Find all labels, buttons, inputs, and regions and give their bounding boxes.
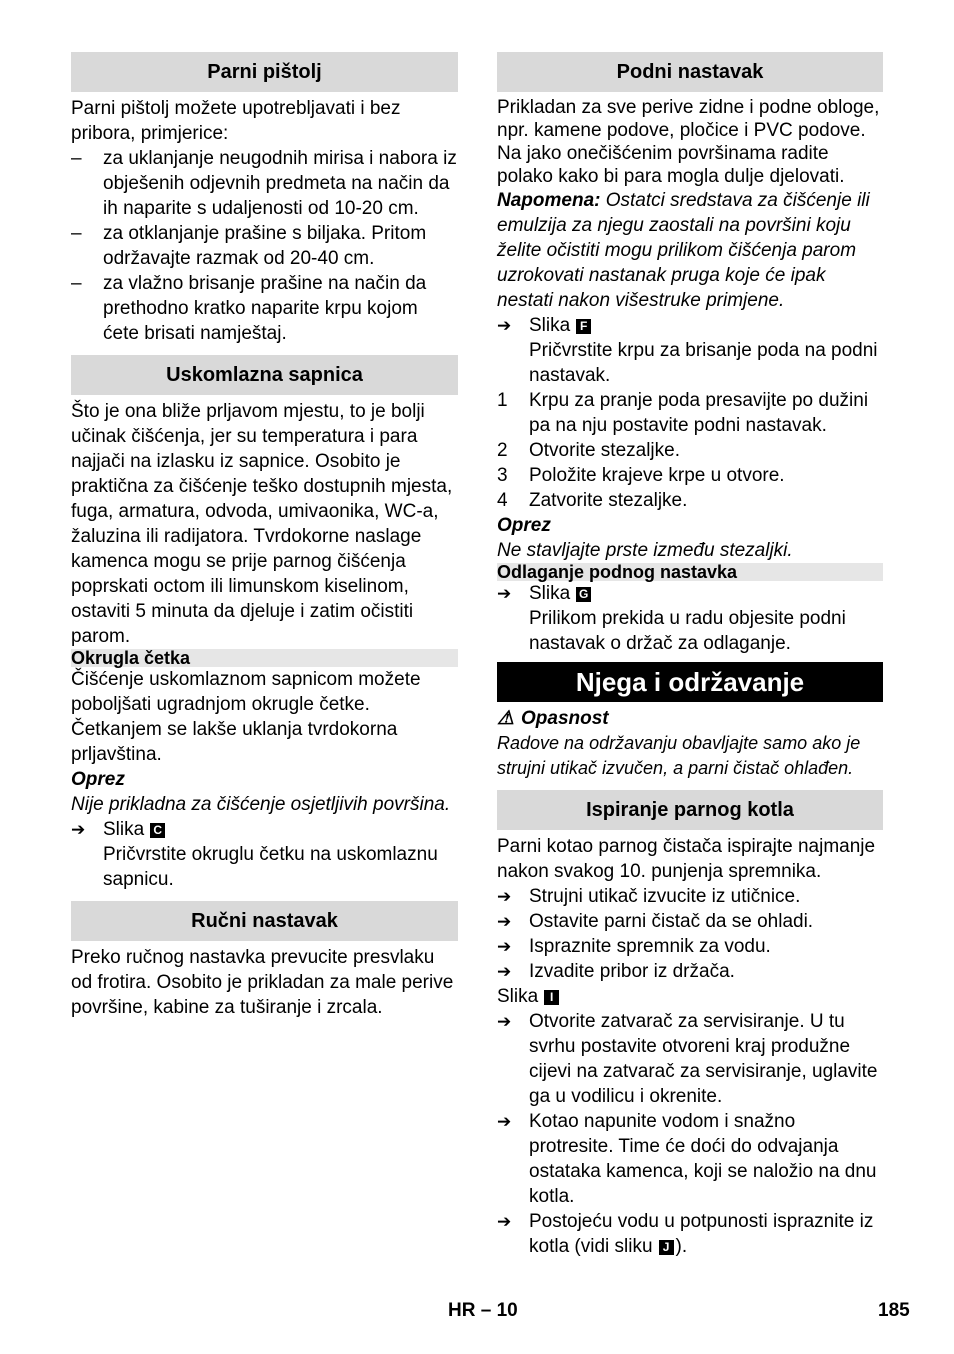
step-item: ➔ Ispraznite spremnik za vodu.: [497, 936, 771, 957]
caution-text: Ne stavljajte prste između stezaljki.: [497, 540, 793, 561]
step-item: ➔ Otvorite zatvarač za servisiranje. U tu svrhu postavite otvoreni kraj produžne cijevi na zatvarač za servisiranje, uglavite ga u vodilicu i okrenite.: [497, 1011, 878, 1107]
numbered-step: 4 Zatvorite stezaljke.: [497, 490, 688, 511]
step-text: Prilikom prekida u radu objesite podni nastavak o držač za odlaganje.: [529, 608, 846, 654]
right-column: [497, 52, 883, 1259]
step-item: ➔ Kotao napunite vodom i snažno protresite. Time će doći do odvajanja ostataka kamenca, koji se naložio na dnu kotla.: [497, 1111, 877, 1207]
figure-reference: ➔ Slika F: [497, 313, 883, 338]
arrow-icon: ➔: [497, 1012, 512, 1031]
left-column: [71, 52, 458, 1020]
section-title: Ispiranje parnog kotla: [497, 790, 883, 830]
arrow-icon: ➔: [497, 316, 512, 335]
section-title: Uskomlazna sapnica: [71, 355, 458, 395]
section-ispiranje: [497, 790, 883, 1259]
chapter-title: Njega i održavanje: [497, 662, 883, 702]
page-number: 185: [878, 1300, 910, 1321]
step-text: Pričvrstite okruglu četku na uskomlaznu sapnicu.: [103, 844, 438, 890]
section-title: Parni pištolj: [71, 52, 458, 92]
arrow-icon: ➔: [497, 1212, 512, 1231]
paragraph: Prikladan za sve perive zidne i podne obloge, npr. kamene podove, pločice i PVC podove. Na jako onečišćenim površinama radite polako kako bi para mogla dulje djelovati.: [497, 97, 880, 187]
figure-badge: F: [576, 319, 591, 334]
arrow-icon: ➔: [497, 962, 512, 981]
subsection-title: Odlaganje podnog nastavka: [497, 563, 883, 581]
note-label: Napomena:: [497, 190, 601, 211]
list-item: – za otklanjanje prašine s biljaka. Pritom održavajte razmak od 20-40 cm.: [71, 223, 427, 269]
step-text: Pričvrstite krpu za brisanje poda na podni nastavak.: [529, 340, 878, 386]
paragraph: Preko ručnog nastavka prevucite presvlaku od frotira. Osobito je prikladan za male perive površine, kabine za tuširanje i zrcala.: [71, 947, 454, 1018]
section-parni-pistolj: [71, 52, 458, 346]
dash-icon: –: [71, 223, 82, 244]
section-rucni-nastavak: [71, 901, 458, 1020]
paragraph: Parni pištolj možete upotrebljavati i bez pribora, primjerice:: [71, 98, 401, 144]
subsection-title: Okrugla četka: [71, 649, 458, 667]
numbered-step: 3 Položite krajeve krpe u otvore.: [497, 465, 785, 486]
figure-badge: C: [150, 823, 165, 838]
danger-label: ⚠ Opasnost: [497, 708, 609, 729]
section-podni-nastavak: [497, 52, 883, 563]
numbered-step: 1 Krpu za pranje poda presavijte po dužini pa na nju postavite podni nastavak.: [497, 390, 869, 436]
footer-section-label: HR – 10: [448, 1300, 518, 1321]
caution-text: Nije prikladna za čišćenje osjetljivih površina.: [71, 794, 451, 815]
step-item: ➔ Strujni utikač izvucite iz utičnice.: [497, 886, 801, 907]
step-item: ➔ Postojeću vodu u potpunosti ispraznite iz kotla (vidi sliku J ).: [497, 1211, 874, 1257]
numbered-step: 2 Otvorite stezaljke.: [497, 440, 680, 461]
paragraph: Čišćenje uskomlaznom sapnicom možete poboljšati ugradnjom okrugle četke. Četkanjem se lakše uklanja tvrdokorna prljavština.: [71, 669, 421, 765]
arrow-icon: ➔: [71, 820, 86, 839]
section-okrugla-cetka: [71, 649, 458, 892]
dash-icon: –: [71, 273, 82, 294]
caution-label: Oprez: [71, 769, 125, 790]
dash-icon: –: [71, 148, 82, 169]
figure-reference: Slika I: [497, 984, 883, 1009]
note: Napomena: Ostatci sredstava za čišćenje ili emulzija za njegu zaostali na površini koju želite očistiti mogu prilikom čišćenja parom uzrokovati nastanak pruga koje će ipak nestati nakon višestruke primjene.: [497, 190, 870, 311]
warning-icon: ⚠: [497, 708, 515, 729]
arrow-icon: ➔: [497, 937, 512, 956]
arrow-icon: ➔: [497, 887, 512, 906]
figure-badge: J: [659, 1240, 674, 1255]
figure-reference: ➔ Slika G: [497, 581, 883, 606]
section-odlaganje: [497, 563, 883, 656]
step-item: ➔ Izvadite pribor iz držača.: [497, 961, 735, 982]
paragraph: Što je ona bliže prljavom mjestu, to je bolji učinak čišćenja, jer su temperatura i para najjači na izlasku iz sapnice. Osobito je praktična za čišćenje teško dostupnih mjesta, fuga, armatura, odvoda, umivaonika, WC-a, žaluzina ili radijatora. Tvrdokorne naslage kamenca mogu se prije parnog čišćenja poprskati octom ili limunskom kiselinom, ostaviti 5 minuta da djeluje i zatim očistiti parom.: [71, 401, 453, 647]
list-item: – za vlažno brisanje prašine na način da prethodno kratko naparite krpu kojom ćete brisati namještaj.: [71, 273, 427, 344]
arrow-icon: ➔: [497, 1112, 512, 1131]
list-item: – za uklanjanje neugodnih mirisa i nabora iz obješenih odjevnih predmeta na način da ih naparite s udaljenosti od 10-20 cm.: [71, 148, 457, 219]
caution-label: Oprez: [497, 515, 551, 536]
figure-badge: G: [576, 587, 591, 602]
figure-badge: I: [544, 990, 559, 1005]
figure-reference: ➔ Slika C: [71, 817, 458, 842]
arrow-icon: ➔: [497, 584, 512, 603]
section-uskomlazna-sapnica: [71, 355, 458, 649]
danger-text: Radove na održavanju obavljajte samo ako je strujni utikač izvučen, a parni čistač ohlađen.: [497, 733, 861, 778]
paragraph: Parni kotao parnog čistača ispirajte najmanje nakon svakog 10. punjenja spremnika.: [497, 836, 876, 882]
arrow-icon: ➔: [497, 912, 512, 931]
section-njega: [497, 662, 883, 781]
section-title: Podni nastavak: [497, 52, 883, 92]
section-title: Ručni nastavak: [71, 901, 458, 941]
step-item: ➔ Ostavite parni čistač da se ohladi.: [497, 911, 814, 932]
